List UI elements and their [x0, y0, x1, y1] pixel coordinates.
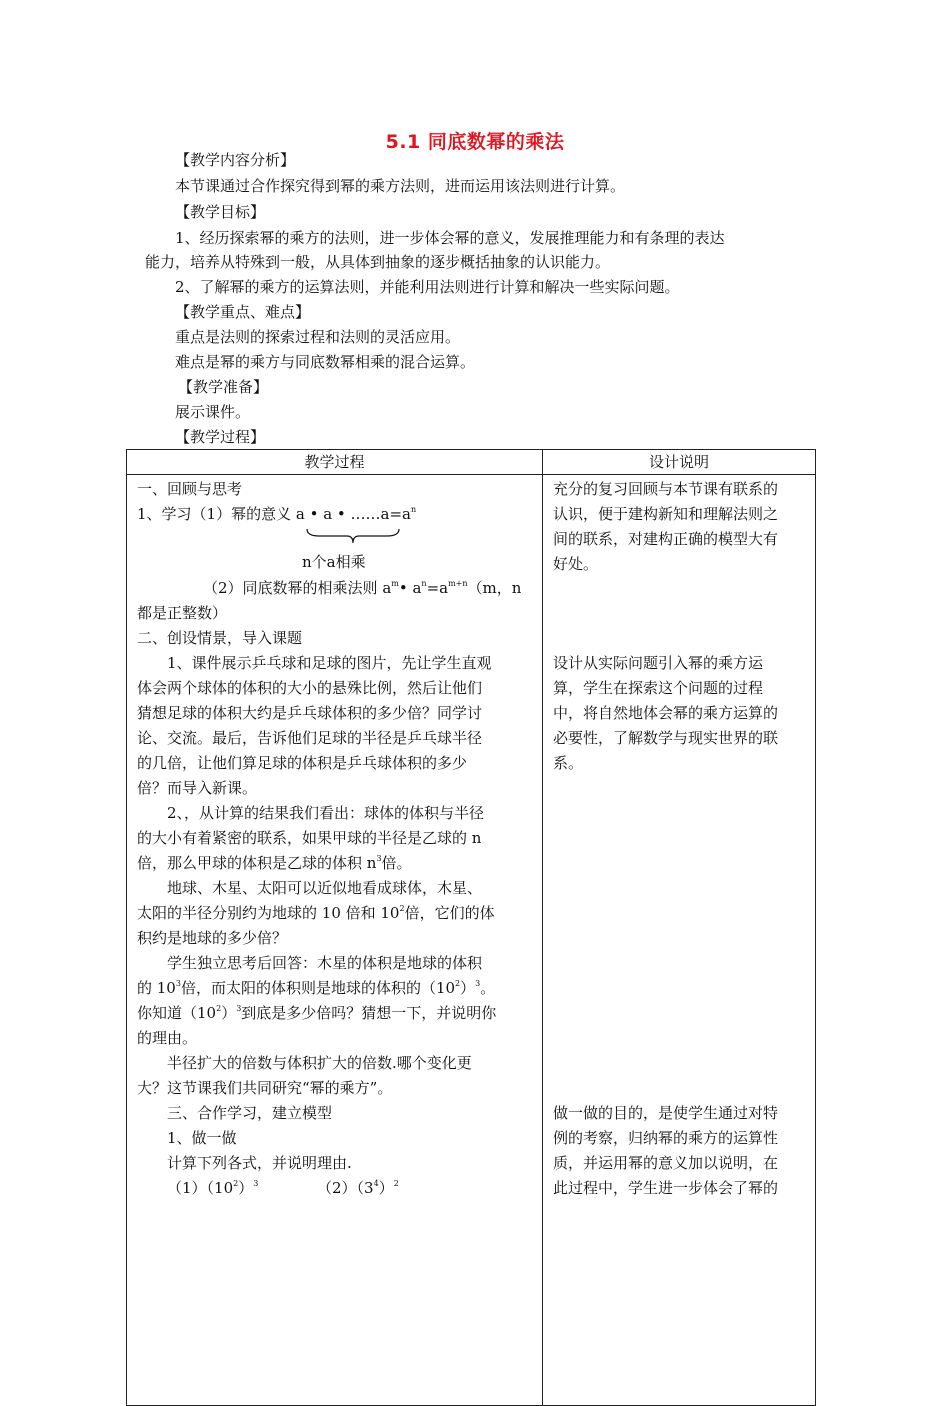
- paragraph-3-line-1: 地球、木星、太阳可以近似地看成球体，木星、: [167, 879, 483, 897]
- note-3-line-4: 此过程中，学生进一步体会了幂的: [553, 1179, 779, 1197]
- table-header-row: [127, 450, 816, 475]
- paragraph-3-line-2: 太阳的半径分别约为地球的 10 倍和 $10^2$倍，它们的体: [137, 904, 495, 922]
- content-analysis-text: 本节课通过合作探究得到幂的乘方法则，进而运用该法则进行计算。: [175, 177, 626, 195]
- heading-process: 【教学过程】: [175, 428, 266, 446]
- paragraph-3-line-3: 积约是地球的多少倍？: [137, 929, 288, 947]
- brace-label: n个a相乘: [302, 553, 366, 571]
- paragraph-2-line-3: 倍，那么甲球的体积是乙球的体积 $n^3$倍。: [137, 854, 412, 872]
- page-title: 5.1 同底数幂的乘法: [385, 131, 565, 153]
- paragraph-4-line-1: 学生独立思考后回答：木星的体积是地球的体积: [167, 954, 483, 972]
- power-meaning-line: 1、学习（1）幂的意义 a • a • $\dots\dots a=a^n$: [137, 505, 417, 523]
- note-2-line-3: 中，将自然地体会幂的乘方运算的: [553, 704, 779, 722]
- try-it-title: 1、做一做: [167, 1129, 237, 1147]
- multiplication-rule-line: （2）同底数幂的相乘法则 $a^m•$ $a^n=a^{m+n}(m$，n: [203, 579, 522, 597]
- paragraph-1-line-4: 论、交流。最后，告诉他们足球的半径是乒乓球半径: [137, 729, 483, 747]
- process-cell: [127, 475, 543, 1406]
- paragraph-4-line-2: 的 $10^3$倍，而太阳的体积则是地球的体积的$(10^2)^3$。: [137, 979, 496, 997]
- note-2-line-2: 算，学生在探索这个问题的过程: [553, 679, 764, 697]
- paragraph-1-line-2: 体会两个球体的体积的大小的悬殊比例，然后让他们: [137, 679, 483, 697]
- paragraph-5-line-1: 半径扩大的倍数与体积扩大的倍数.哪个变化更: [167, 1054, 472, 1072]
- note-1-line-1: 充分的复习回顾与本节课有联系的: [553, 480, 779, 498]
- preparation-text: 展示课件。: [175, 403, 251, 421]
- note-1-line-2: 认识，便于建构新知和理解法则之: [553, 505, 779, 523]
- section-1-title: 一、回顾与思考: [137, 480, 243, 498]
- table-body-row: [127, 475, 816, 1406]
- note-3-line-1: 做一做的目的，是使学生通过对特: [553, 1104, 779, 1122]
- heading-preparation: 【教学准备】: [178, 378, 269, 396]
- heading-content-analysis: 【教学内容分析】: [175, 151, 296, 169]
- header-process: 教学过程: [127, 450, 543, 475]
- paragraph-1-line-5: 的几倍，让他们算足球的体积是乒乓球体积的多少: [137, 754, 468, 772]
- key-point: 重点是法则的探索过程和法则的灵活应用。: [175, 328, 461, 346]
- note-3-line-2: 例的考察，归纳幂的乘方的运算性: [553, 1129, 779, 1147]
- section-2-title: 二、创设情景，导入课题: [137, 629, 303, 647]
- note-2-line-1: 设计从实际问题引入幂的乘方运: [553, 654, 764, 672]
- exercise-2: $(2)(3^4)^2$: [317, 1179, 399, 1197]
- note-2-line-5: 系。: [553, 754, 584, 772]
- goal-1-line-1: 1、经历探索幂的乘方的法则，进一步体会幂的意义，发展推理能力和有条理的表达: [175, 229, 725, 247]
- paragraph-4-line-4: 的理由。: [137, 1029, 198, 1047]
- note-1-line-3: 间的联系，对建构正确的模型大有: [553, 530, 779, 548]
- paragraph-4-line-3: 你知道$(10^2)^3$到底是多少倍吗？猜想一下，并说明你: [137, 1004, 497, 1022]
- process-table: [126, 449, 816, 1406]
- section-3-title: 三、合作学习，建立模型: [167, 1104, 333, 1122]
- goal-2: 2、了解幂的乘方的运算法则，并能利用法则进行计算和解决一些实际问题。: [175, 278, 680, 296]
- paragraph-1-line-3: 猜想足球的体积大约是乒乓球体积的多少倍？同学讨: [137, 704, 483, 722]
- note-3-line-3: 质，并运用幂的意义加以说明，在: [553, 1154, 779, 1172]
- heading-goals: 【教学目标】: [175, 203, 266, 221]
- paragraph-2-line-2: 的大小有着紧密的联系，如果甲球的半径是乙球的 n: [137, 829, 482, 847]
- difficult-point: 难点是幂的乘方与同底数幂相乘的混合运算。: [175, 353, 476, 371]
- brace-symbol: [305, 527, 401, 545]
- try-it-instruction: 计算下列各式，并说明理由.: [167, 1154, 352, 1172]
- header-design-notes: 设计说明: [543, 450, 816, 475]
- paragraph-1-line-1: 1、课件展示乒乓球和足球的图片，先让学生直观: [167, 654, 492, 672]
- paragraph-2-line-1: 2、，从计算的结果我们看出：球体的体积与半径: [167, 804, 485, 822]
- note-2-line-4: 必要性，了解数学与现实世界的联: [553, 729, 779, 747]
- design-notes-cell: [543, 475, 816, 1406]
- multiplication-rule-cont: 都是正整数）: [137, 604, 228, 622]
- heading-key-points: 【教学重点、难点】: [175, 303, 311, 321]
- paragraph-5-line-2: 大？这节课我们共同研究“幂的乘方”。: [137, 1079, 393, 1097]
- exercise-1: $(1)(10^2)^3$: [167, 1179, 259, 1197]
- goal-1-line-2: 能力，培养从特殊到一般，从具体到抽象的逐步概括抽象的认识能力。: [145, 253, 611, 271]
- paragraph-1-line-6: 倍？而导入新课。: [137, 779, 258, 797]
- note-1-line-4: 好处。: [553, 555, 599, 573]
